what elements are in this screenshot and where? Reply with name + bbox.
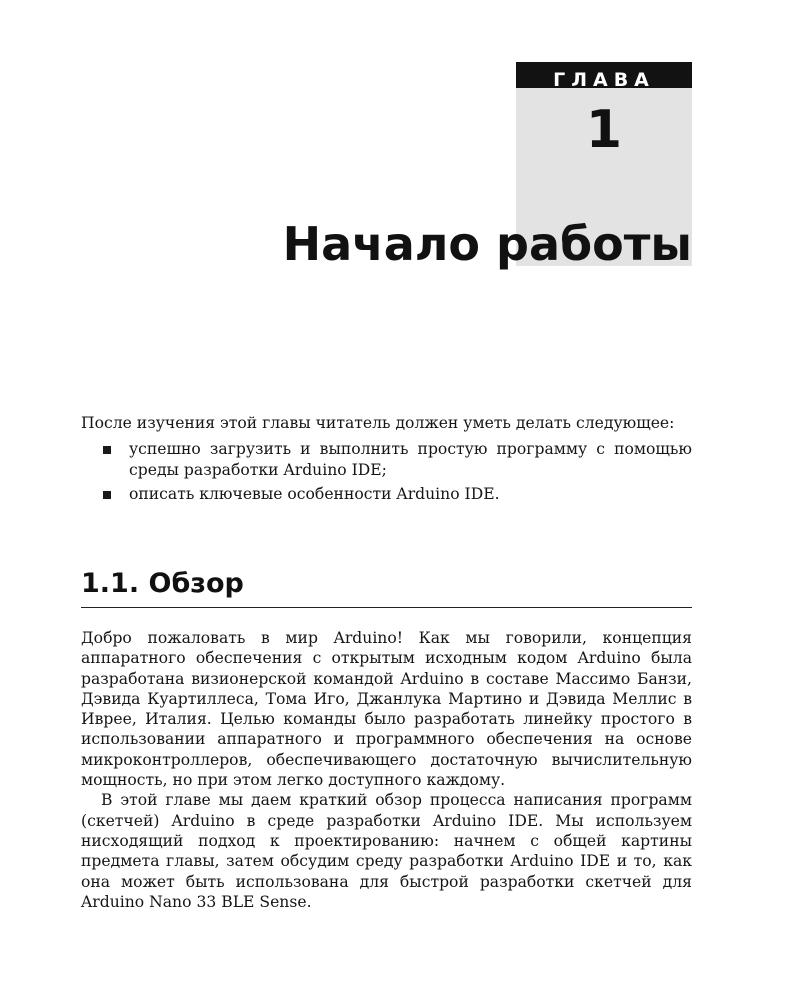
- objective-text: описать ключевые особенности Arduino IDE.: [129, 484, 500, 503]
- objectives-list: [81, 439, 692, 504]
- chapter-objectives-block: [81, 413, 692, 508]
- paragraph: Добро пожаловать в мир Arduino! Как мы говорили, концепция аппаратного обеспечения с открытым исходным кодом Arduino была разработана визионерской командой Arduino в составе Массимо Банзи, Дэвида Куартиллеса, Тома Иго, Джанлука Мартино и Дэвида Меллис в Иврее, Италия. Целью команды было разработать линейку простого в использовании аппаратного и программного обеспечения на основе микроконтроллеров, обеспечивающего достаточную вычислительную мощность, но при этом легко доступного каждому.: [81, 629, 692, 790]
- objective-text: успешно загрузить и выполнить простую программу с помощью среды разработки Arduino IDE;: [129, 440, 692, 479]
- objectives-intro-text: После изучения этой главы читатель должен уметь делать следующее:: [81, 414, 675, 432]
- chapter-number: 1: [585, 100, 623, 160]
- objective-item: [81, 484, 692, 504]
- chapter-title: Начало работы: [282, 217, 692, 271]
- square-bullet-icon: [103, 446, 111, 454]
- chapter-label: ГЛАВА: [516, 62, 692, 88]
- objective-item: [81, 439, 692, 480]
- paragraph: В этой главе мы даем краткий обзор процесса написания программ (скетчей) Arduino в среде разработки Arduino IDE. Мы используем нисходящий подход к проектированию: начнем с общей картины предмета главы, затем обсудим среду разработки Arduino IDE и то, как она может быть использована для быстрой разработки скетчей для Arduino Nano 33 BLE Sense.: [81, 791, 692, 911]
- section-body: [81, 628, 692, 912]
- section-heading: 1.1. Обзор: [81, 564, 692, 608]
- square-bullet-icon: [103, 491, 111, 499]
